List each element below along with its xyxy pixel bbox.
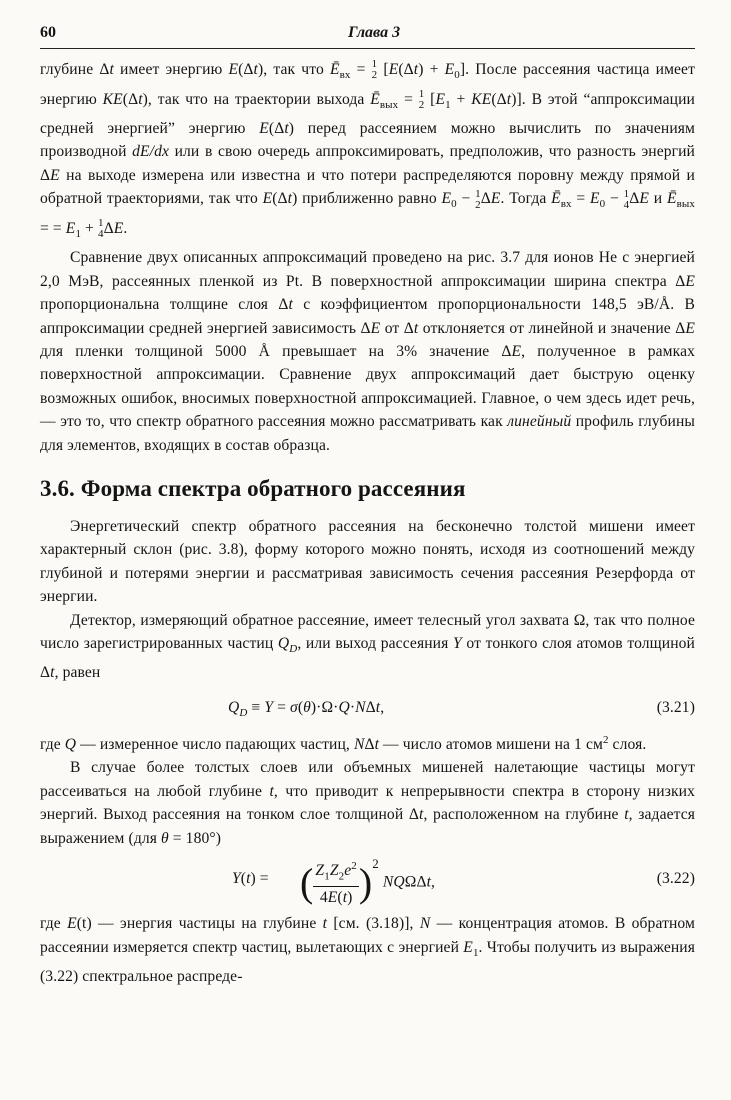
paragraph-detector: Детектор, измеряющий обратное рассеяние, имеет телесный угол захвата Ω, так что полное число зарегистрированных частиц $Q_D$, или выход рассеяния Y от тонкого слоя атомов толщиной Δt, равен xyxy=(40,611,695,682)
chapter-title: Глава 3 xyxy=(348,24,401,41)
paragraph-comparison: Сравнение двух описанных аппроксимаций проведено на рис. 3.7 для ионов He с энергией 2,0 МэВ, рассеянных пленкой из Pt. В поверхностной аппроксимации ширина спектра ΔE пропорциональна толщине слоя Δt с коэффициентом пропорциональности 148,5 эВ/Å. В аппроксимации средней энергией зависимость ΔE от Δt отклоняется от линейной и значение ΔE для пленки толщиной 5000 Å превышает на 3% значение ΔE, полученное в рамках поверхностной аппроксимации. Сравнение двух аппроксимаций дает быструю оценку возможных ошибок, вносимых поверхностной аппроксимацией. Главное, о чем здесь идет речь, — это то, что спектр обратного рассеяния можно рассматривать как линейный профиль глубины для элементов, входящих в состав образца. xyxy=(40,249,696,454)
paragraph-average-energy: глубине Δt имеет энергию E(Δt), так что $Ē_{вх}$ = 1 2 $[E(\Delta t) + E_0]$. После рассеяния частица имеет энергию KE(Δt), так что на траектории выхода $Ē_{вых}$ = 1 2 $[E_1 + KE(\Delta t)]$. В этой “аппроксимации средней энергией” энергию E(Δt) перед рассеянием можно вычислить по значениям производной dE/dx или в свою очередь аппроксимировать, предположив, что разность энергий ΔE на выходе измерена или известна и что потери распределяются поровну между прямой и обратной траекториями, так что E(Δt) приближенно равно $E_0$ − 1 2 ΔE. Тогда $Ē_{вх} = E_0$ − 1 4 ΔE и $Ē_{вых}$ = = $E_1$ + 1 4 ΔE. xyxy=(40,58,696,241)
page-number: 60 xyxy=(40,24,56,41)
equation-3-22: Y(t) = ( $\frac{Z_1Z_2e^2}{4E(t)}$ )$^2$ NQΩΔt, (3.22) xyxy=(232,856,695,907)
equation-3-21-formula: $Q_D \equiv Y = \sigma(\theta)\cdot\Omega\cdot Q\cdot N\Delta t$, xyxy=(228,698,385,719)
paragraph-spectrum-shape: Энергетический спектр обратного рассеяния на бесконечно толстой мишени имеет характерный склон (рис. 3.8), форму которого можно понять, исходя из соотношений между глубиной и потерями энергии и рассматривая зависимость сечения рассеяния Резерфорда от энергии. xyxy=(40,517,695,606)
equation-3-22-number: (3.22) xyxy=(656,870,695,888)
equation-3-21 xyxy=(40,691,695,725)
running-header xyxy=(40,22,695,49)
page-body xyxy=(40,58,695,988)
paragraph-where-q: где Q — измеренное число падающих частиц, NΔt — число атомов мишени на 1 $см^2$ слоя. xyxy=(40,733,647,754)
equation-3-21-number: (3.21) xyxy=(656,698,695,716)
paragraph-thick-layers: В случае более толстых слоев или объемных мишеней налетающие частицы могут рассеиваться на любой глубине t, что приводит к непрерывности спектра в сторону низких энергий. Выход рассеяния на тонком слое толщиной Δt, расположенном на глубине t, задается выражением (для θ = 180°) xyxy=(40,759,696,847)
paragraph-where-e: где E(t) — энергия частицы на глубине t [см. (3.18)], N — концентрация атомов. В обратном рассеянии измеряется спектр частиц, вылетающих с энергией $E_1$. Чтобы получить из выражения (3.22) спектральное распреде- xyxy=(40,915,695,986)
section-title: 3.6. Форма спектра обратного рассеяния xyxy=(40,475,466,501)
